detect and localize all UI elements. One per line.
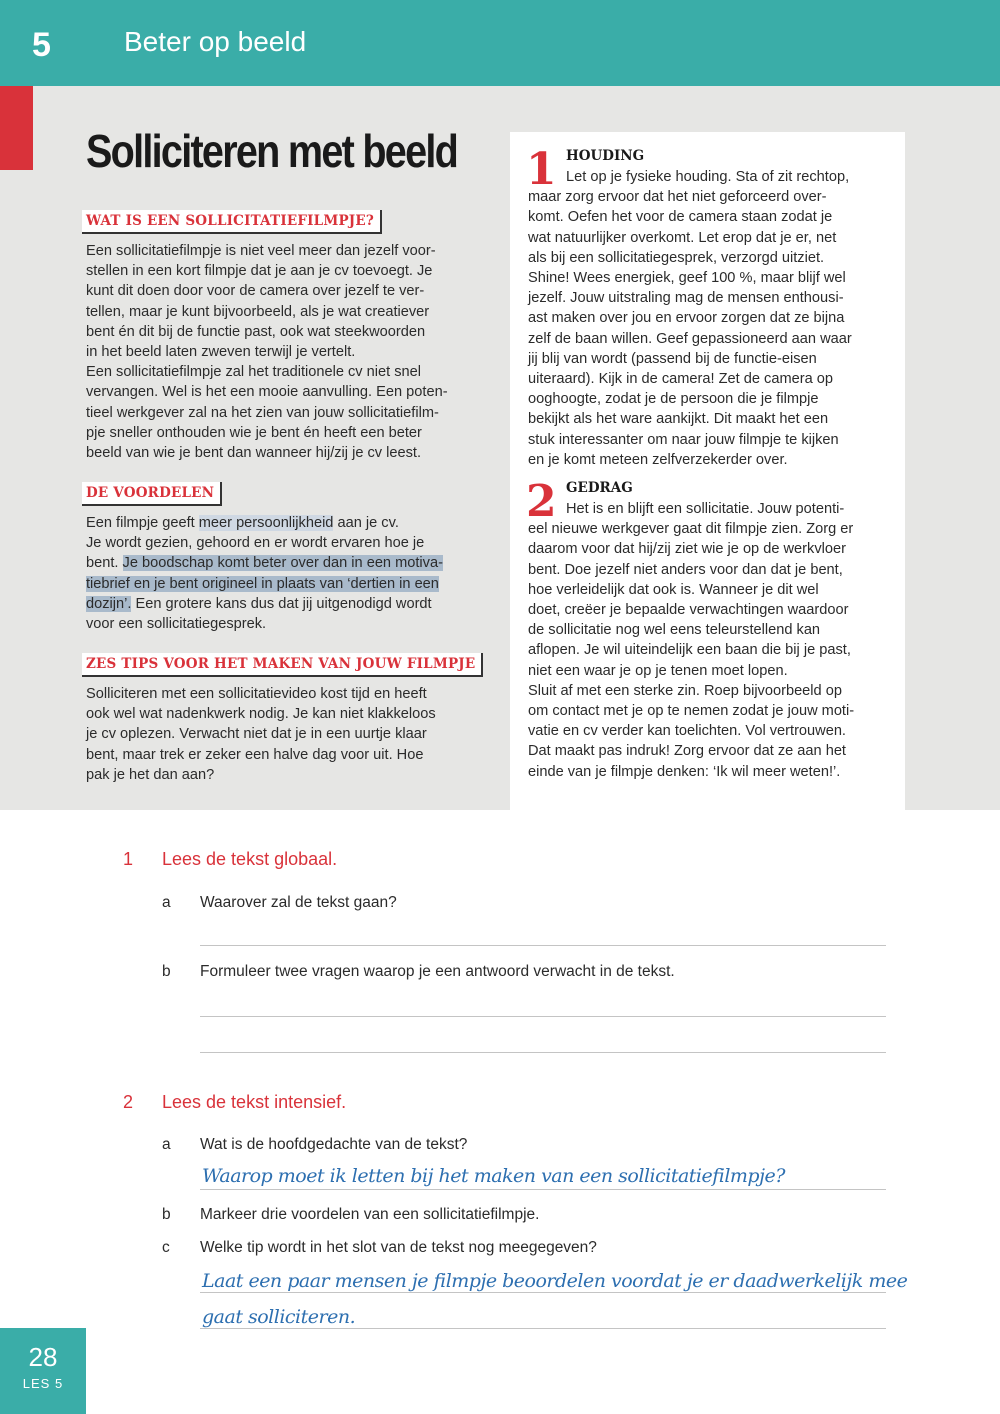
text-line: niet een waar je op je tenen moet lopen. xyxy=(528,662,788,679)
text-line: einde van je filmpje denken: ‘Ik wil meer weten!’. xyxy=(528,763,841,780)
question-2c-letter: c xyxy=(162,1239,170,1256)
text-line: wat natuurlijker overkomt. Let erop dat je er, net xyxy=(528,229,837,246)
answer-line[interactable] xyxy=(200,1328,886,1329)
question-1a-letter: a xyxy=(162,894,171,911)
answer-line[interactable] xyxy=(200,1016,886,1017)
highlight-marking: meer persoonlijkheid xyxy=(198,515,334,531)
page-number: 28 xyxy=(28,1342,58,1372)
handwritten-answer-2c-line1: Laat een paar mensen je filmpje beoordelen voordat je er daadwerkelijk mee xyxy=(202,1270,908,1292)
question-1b-text: Formuleer twee vragen waarop je een antwoord verwacht in de tekst. xyxy=(200,963,675,980)
text-line: bent. Doe jezelf niet anders voor dan dat je bent, xyxy=(528,561,843,578)
text-line: beeld van wie je bent dan wanneer hij/zij je cv leest. xyxy=(86,445,422,462)
text-line: om contact met je op te nemen zodat je jouw moti- xyxy=(528,703,855,720)
text-line: Een sollicitatiefilmpje is niet veel meer dan jezelf voor- xyxy=(86,243,436,259)
text-line: Dat maakt pas indruk! Zorg ervoor dat ze aan het xyxy=(528,743,846,760)
text-line: je cv oplezen. Verwacht niet dat je in een uurtje klaar xyxy=(86,726,427,743)
text-line: jij blij van wordt (passend bij de functie-eisen xyxy=(528,350,817,367)
text-line: Het is en blijft een sollicitatie. Jouw potenti- xyxy=(566,501,845,517)
question-2b-text: Markeer drie voordelen van een sollicitatiefilmpje. xyxy=(200,1206,540,1223)
handwritten-answer-2a: Waarop moet ik letten bij het maken van een sollicitatiefilmpje? xyxy=(202,1165,785,1187)
question-number-2: 2 xyxy=(123,1092,134,1112)
lesson-label: LES 5 xyxy=(22,1376,64,1391)
question-2a-letter: a xyxy=(162,1136,171,1153)
tip-body-gedrag xyxy=(528,499,896,782)
text-line: bekijkt als het ware aankijkt. Dit maakt het een xyxy=(528,411,829,428)
answer-line[interactable] xyxy=(200,945,886,946)
text-line: bent, maar trek er zeker een halve dag voor uit. Hoe xyxy=(86,746,424,763)
text-line: ook wel wat nadenkwerk nodig. Je kan niet klakkeloos xyxy=(86,706,436,723)
question-title-1: Lees de tekst globaal. xyxy=(162,849,338,869)
text-line: en je komt meteen zelfverzekerder over. xyxy=(528,451,788,468)
question-2b-letter: b xyxy=(162,1206,171,1223)
text-line: pje sneller onthouden wie je bent én heeft een beter xyxy=(86,424,422,441)
section-heading-what-is: WAT IS EEN SOLLICITATIEFILMPJE? xyxy=(82,210,382,234)
text-line: Je wordt gezien, gehoord en er wordt ervaren hoe je xyxy=(86,535,425,552)
section-body-advantages xyxy=(86,513,478,634)
question-2a-text: Wat is de hoofdgedachte van de tekst? xyxy=(200,1136,468,1153)
section-body-six-tips xyxy=(86,684,478,785)
question-1a-text: Waarover zal de tekst gaan? xyxy=(200,894,397,911)
tip-number-2: 2 xyxy=(526,476,557,527)
answer-line[interactable] xyxy=(200,1189,886,1190)
question-title-2: Lees de tekst intensief. xyxy=(162,1092,347,1112)
text-line: stellen in een kort filmpje dat je aan je cv toevoegt. Je xyxy=(86,263,433,280)
section-body-what-is xyxy=(86,241,478,463)
text-line: Let op je fysieke houding. Sta of zit rechtop, xyxy=(566,169,850,185)
text-line: maar zorg ervoor dat het niet geforceerd over- xyxy=(528,189,827,206)
highlight-marking: Je boodschap komt beter over dan in een motiva- xyxy=(122,555,443,572)
text-line: jezelf. Jouw uitstraling mag de mensen enthousi- xyxy=(528,290,844,307)
text-line: tieel werkgever zal na het zien van jouw sollicitatiefilm- xyxy=(86,404,439,421)
text-line: als bij een sollicitatiegesprek, verzorgd uitziet. xyxy=(528,249,825,266)
section-heading-six-tips: ZES TIPS VOOR HET MAKEN VAN JOUW FILMPJE xyxy=(82,653,483,677)
text-line: uiteraard). Kijk in de camera! Zet de camera op xyxy=(528,371,833,388)
question-2c-text: Welke tip wordt in het slot van de tekst nog meegegeven? xyxy=(200,1239,597,1256)
text-line: zelf de baan willen. Geef gepassioneerd aan waar xyxy=(528,330,852,347)
text-line: stuk interessanter om naar jouw filmpje te kijken xyxy=(528,431,839,448)
text-line: Solliciteren met een sollicitatievideo kost tijd en heeft xyxy=(86,686,427,702)
text-line: kunt dit doen door voor de camera over jezelf te ver- xyxy=(86,283,425,300)
text-line: Shine! Wees energiek, geef 100 %, maar blijf wel xyxy=(528,270,846,287)
page-number-box xyxy=(0,1328,86,1414)
text-line: komt. Oefen het voor de camera staan zodat je xyxy=(528,209,833,226)
tip-number-1: 1 xyxy=(526,144,557,195)
answer-line[interactable] xyxy=(200,1292,886,1293)
text-line: ast maken over jou en ervoor zorgen dat ze bijna xyxy=(528,310,845,327)
text-line: dozijn’. Een grotere kans dus dat jij uitgenodigd wordt xyxy=(86,595,432,612)
text-line: bent én dit bij de functie past, ook wat steekwoorden xyxy=(86,323,426,340)
handwritten-answer-2c-line2: gaat solliciteren. xyxy=(202,1306,356,1328)
text-line: doet, creëer je bepaalde verwachtingen waardoor xyxy=(528,602,849,619)
red-accent-tab xyxy=(0,86,33,170)
text-line: ooghoogte, zodat je de persoon die je filmpje xyxy=(528,391,819,408)
text-line: aflopen. Je wil uiteindelijk een baan die bij je past, xyxy=(528,642,851,659)
text-line: tellen, maar je kunt bijvoorbeeld, als je wat creatiever xyxy=(86,303,430,320)
text-line: de sollicitatie nog wel eens teleurstellend kan xyxy=(528,622,821,639)
text-line: hoe verleidelijk dat ook is. Wanneer je dit wel xyxy=(528,581,819,598)
text-line: voor een sollicitatiegesprek. xyxy=(86,616,267,633)
question-number-1: 1 xyxy=(123,849,134,869)
tip-heading-gedrag: GEDRAG xyxy=(566,480,633,496)
text-line: daarom voor dat hij/zij ziet wie je op de werkvloer xyxy=(528,541,846,558)
chapter-title: Beter op beeld xyxy=(124,26,307,57)
text-line: Een sollicitatiefilmpje zal het traditionele cv niet snel xyxy=(86,364,422,381)
section-heading-advantages: DE VOORDELEN xyxy=(82,482,222,506)
chapter-number: 5 xyxy=(32,26,51,64)
text-line: bent. Je boodschap komt beter over dan in een motiva- xyxy=(86,555,443,572)
tips-box xyxy=(510,132,905,810)
chapter-header xyxy=(0,0,1000,86)
text-line: vatie en cv verder kan toelichten. Vol vertrouwen. xyxy=(528,723,846,740)
tip-body-houding xyxy=(528,167,896,470)
text-line: Sluit af met een sterke zin. Roep bijvoorbeeld op xyxy=(528,682,842,699)
question-1b-letter: b xyxy=(162,963,171,980)
text-line xyxy=(86,574,478,594)
highlight-marking: dozijn’. xyxy=(86,595,132,612)
article-title: Solliciteren met beeld xyxy=(86,125,458,177)
text-line: eel nieuwe werkgever gaat dit filmpje zien. Zorg er xyxy=(528,521,854,538)
answer-line[interactable] xyxy=(200,1052,886,1053)
text-line: Een filmpje geeft meer persoonlijkheid aan je cv. xyxy=(86,515,399,531)
text-line: pak je het dan aan? xyxy=(86,766,215,783)
highlight-marking: tiebrief en je bent origineel in plaats van ‘dertien in een xyxy=(86,575,439,592)
text-line: in het beeld laten zweven terwijl je vertelt. xyxy=(86,344,356,361)
text-line: vervangen. Wel is het een mooie aanvulling. Een poten- xyxy=(86,384,448,401)
tip-heading-houding: HOUDING xyxy=(566,148,645,164)
